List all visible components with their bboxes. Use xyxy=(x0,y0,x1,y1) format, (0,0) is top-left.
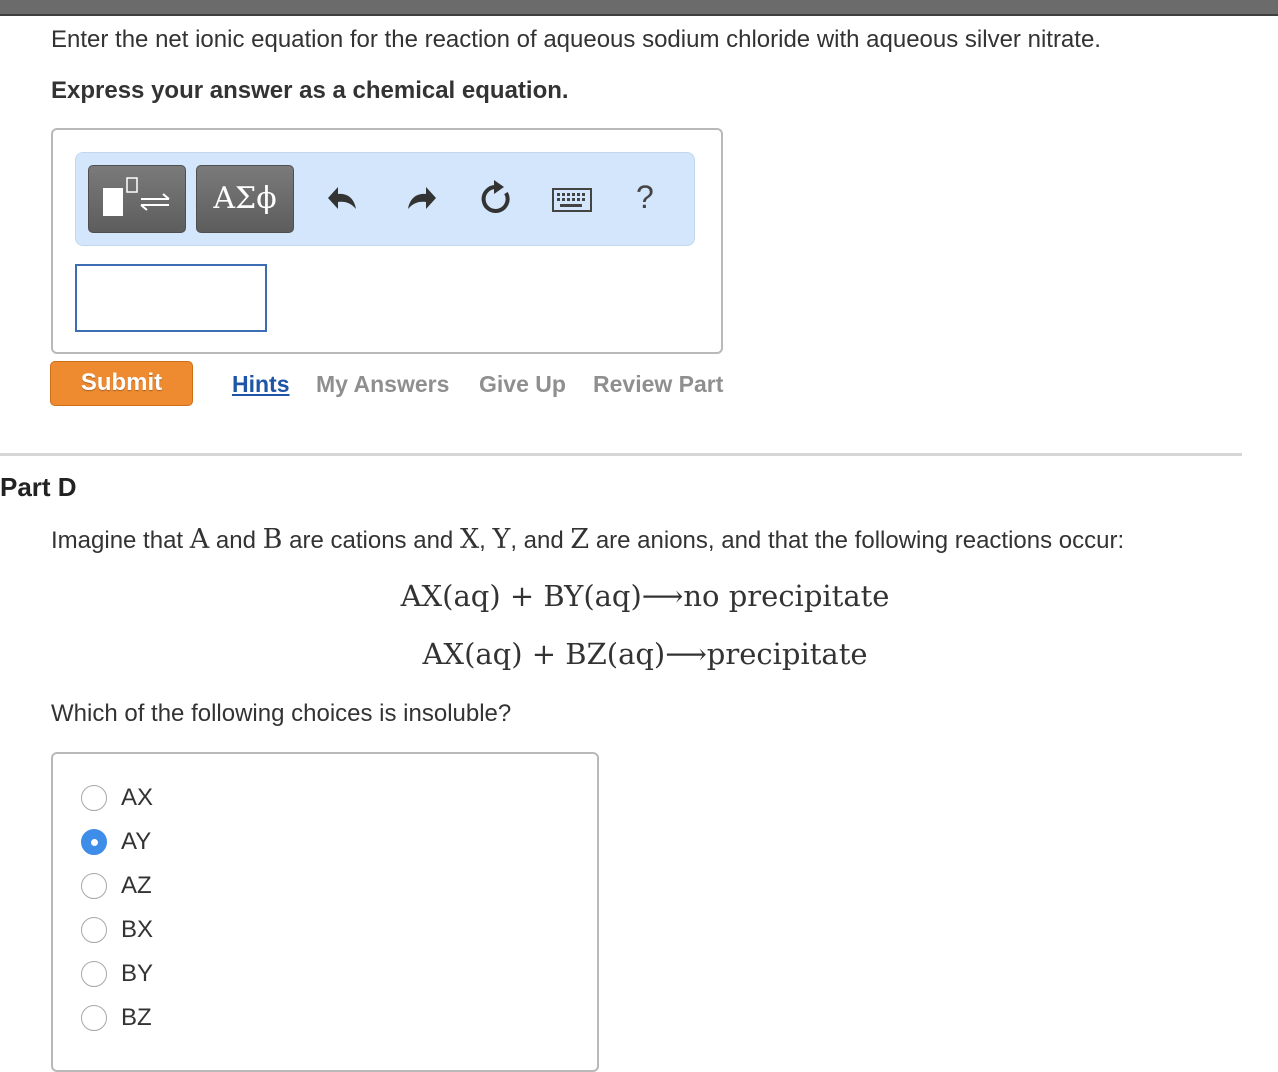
submit-button[interactable]: Submit xyxy=(50,361,193,406)
choice-bx[interactable] xyxy=(81,914,281,950)
radio-button[interactable] xyxy=(81,917,107,943)
part-title: Part D xyxy=(0,472,77,502)
question-text: Enter the net ionic equation for the reaction of aqueous sodium chloride with aqueous silver nitrate. xyxy=(51,26,1101,53)
choice-ay[interactable] xyxy=(81,826,281,862)
choice-label: AZ xyxy=(121,872,152,899)
keyboard-icon[interactable] xyxy=(550,173,596,225)
top-bar xyxy=(0,0,1278,16)
symbols-label: ΑΣϕ xyxy=(213,181,277,216)
radio-button[interactable] xyxy=(81,785,107,811)
radio-button-selected[interactable] xyxy=(81,829,107,855)
reset-icon[interactable] xyxy=(476,173,516,225)
redo-icon[interactable] xyxy=(400,173,440,225)
choice-ax[interactable] xyxy=(81,782,281,818)
my-answers-link[interactable]: My Answers xyxy=(316,371,450,397)
radio-button[interactable] xyxy=(81,873,107,899)
choices-list xyxy=(51,752,599,1072)
reaction-equation-1: AX(aq) + BY(aq)⟶no precipitate xyxy=(400,579,890,613)
answer-input[interactable] xyxy=(75,264,267,332)
choice-bz[interactable] xyxy=(81,1002,281,1038)
choice-label: BX xyxy=(121,916,154,943)
give-up-link[interactable]: Give Up xyxy=(479,371,566,397)
templates-reaction-icon xyxy=(89,166,185,232)
hints-link[interactable]: Hints xyxy=(232,371,290,397)
radio-button[interactable] xyxy=(81,1005,107,1031)
choice-label: AY xyxy=(121,828,152,855)
choice-label: BY xyxy=(121,960,154,987)
section-divider xyxy=(0,453,1242,456)
review-part-link[interactable]: Review Part xyxy=(593,371,724,397)
part-prompt: Imagine that A and B are cations and X, Y, and Z are anions, and that the following reactions occur: xyxy=(51,524,1125,555)
answer-editor xyxy=(51,128,723,354)
math-toolbar xyxy=(75,152,695,246)
help-button[interactable]: ? xyxy=(636,179,654,215)
choice-label: AX xyxy=(121,784,154,811)
choice-question: Which of the following choices is insoluble? xyxy=(51,700,512,727)
templates-button[interactable] xyxy=(88,165,186,233)
choice-label: BZ xyxy=(121,1004,152,1031)
choice-by[interactable] xyxy=(81,958,281,994)
radio-button[interactable] xyxy=(81,961,107,987)
reaction-equation-2: AX(aq) + BZ(aq)⟶precipitate xyxy=(422,637,868,671)
symbols-button[interactable] xyxy=(196,165,294,233)
choice-az[interactable] xyxy=(81,870,281,906)
undo-icon[interactable] xyxy=(324,173,364,225)
instruction-text: Express your answer as a chemical equation. xyxy=(51,77,569,104)
